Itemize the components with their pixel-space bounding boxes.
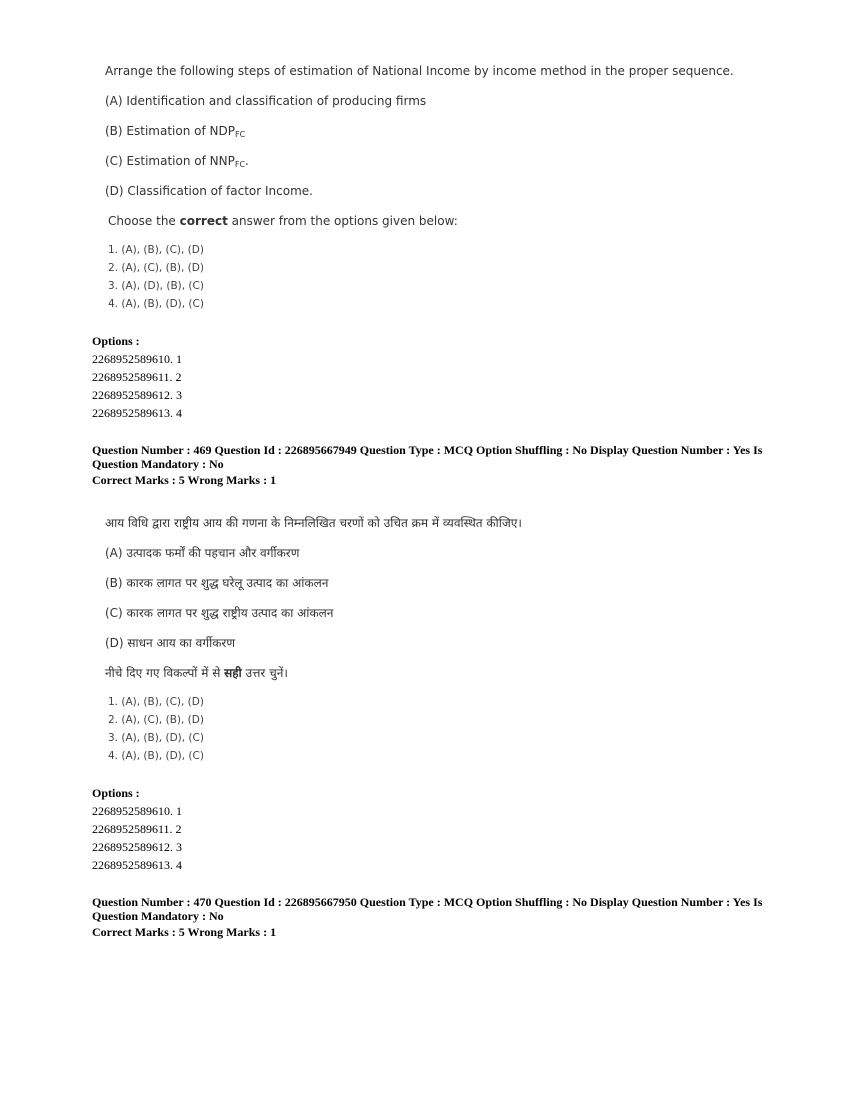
option-id-1: 2268952589610. 1	[92, 804, 182, 818]
statement-a-hindi: (A) उत्पादक फर्मों की पहचान और वर्गीकरण	[105, 546, 300, 560]
answer-choice-4-hindi: 4. (A), (B), (D), (C)	[108, 750, 204, 762]
option-id-2: 2268952589611. 2	[92, 370, 182, 384]
statement-d-english: (D) Classification of factor Income.	[105, 184, 313, 198]
option-id-1: 2268952589610. 1	[92, 352, 182, 366]
meta-line-3: Correct Marks : 5 Wrong Marks : 1	[92, 925, 277, 939]
meta-line-1: Question Number : 470 Question Id : 226895667950 Question Type : MCQ Option Shuffling : No Display Question Number : Yes Is	[92, 895, 763, 909]
option-id-3: 2268952589612. 3	[92, 388, 182, 402]
options-heading: Options :	[92, 786, 140, 800]
meta-line-1: Question Number : 469 Question Id : 226895667949 Question Type : MCQ Option Shuffling : No Display Question Number : Yes Is	[92, 443, 763, 457]
statement-c-english: (C) Estimation of $NNP_{FC}$.	[105, 154, 249, 169]
answer-choice-3-hindi: 3. (A), (B), (D), (C)	[108, 732, 204, 744]
statement-b-hindi: (B) कारक लागत पर शुद्ध घरेलू उत्पाद का आंकलन	[105, 576, 329, 590]
choose-instruction-english: Choose the correct answer from the options given below:	[108, 214, 458, 228]
meta-line-2: Question Mandatory : No	[92, 909, 224, 923]
question-meta-470	[92, 895, 762, 939]
choose-instruction-hindi: नीचे दिए गए विकल्पों में से सही उत्तर चुनें।	[105, 666, 288, 680]
statement-d-hindi: (D) साधन आय का वर्गीकरण	[105, 636, 236, 650]
statement-b-english: (B) Estimation of $NDP_{FC}$	[105, 124, 246, 139]
question-stem-english: Arrange the following steps of estimation of National Income by income method in the proper sequence.	[105, 64, 734, 78]
answer-choice-2-hindi: 2. (A), (C), (B), (D)	[108, 714, 204, 726]
answer-choice-2-english: 2. (A), (C), (B), (D)	[108, 262, 204, 274]
statement-c-hindi: (C) कारक लागत पर शुद्ध राष्ट्रीय उत्पाद का आंकलन	[105, 606, 334, 620]
meta-line-3: Correct Marks : 5 Wrong Marks : 1	[92, 473, 277, 487]
option-id-4: 2268952589613. 4	[92, 406, 182, 420]
question-stem-hindi: आय विधि द्वारा राष्ट्रीय आय की गणना के निम्नलिखित चरणों को उचित क्रम में व्यवस्थित कीजिए।	[105, 516, 522, 530]
answer-choice-1-english: 1. (A), (B), (C), (D)	[108, 244, 204, 256]
statement-a-english: (A) Identification and classification of producing firms	[105, 94, 427, 108]
option-id-3: 2268952589612. 3	[92, 840, 182, 854]
answer-choice-3-english: 3. (A), (D), (B), (C)	[108, 280, 204, 292]
option-id-2: 2268952589611. 2	[92, 822, 182, 836]
options-heading: Options :	[92, 334, 140, 348]
meta-line-2: Question Mandatory : No	[92, 457, 224, 471]
answer-choice-1-hindi: 1. (A), (B), (C), (D)	[108, 696, 204, 708]
option-id-4: 2268952589613. 4	[92, 858, 182, 872]
answer-choice-4-english: 4. (A), (B), (D), (C)	[108, 298, 204, 310]
question-meta-469	[92, 443, 762, 487]
